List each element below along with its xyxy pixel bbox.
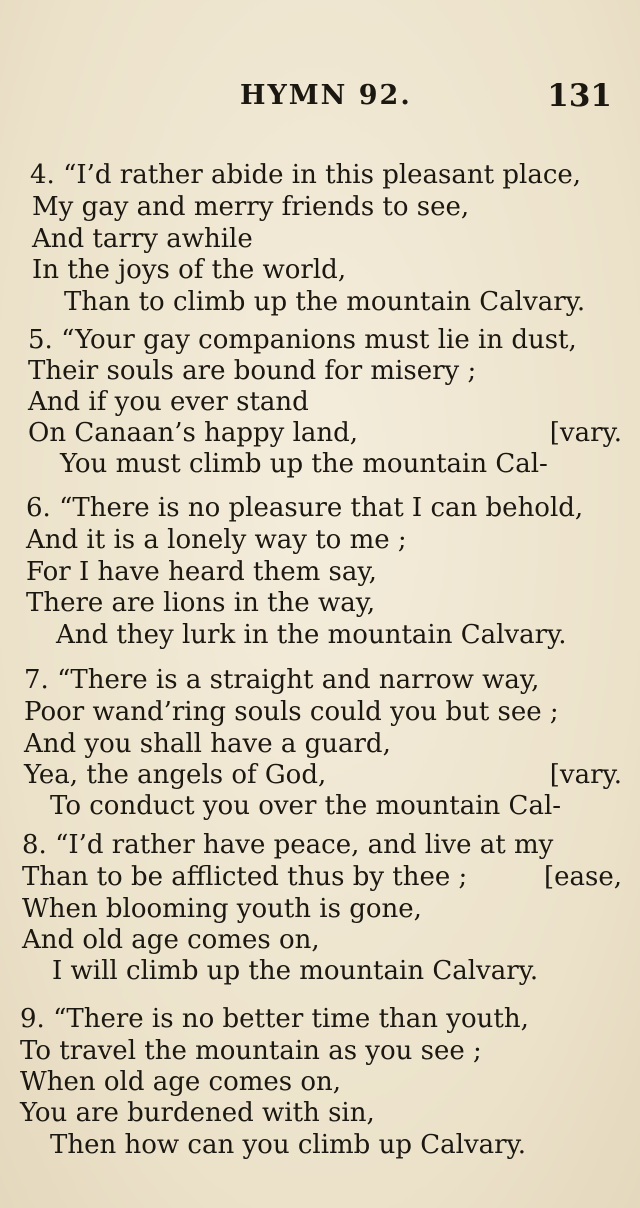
turnover-text: [ease, bbox=[543, 862, 622, 892]
stanza-line: On Canaan’s happy land, bbox=[28, 418, 359, 448]
stanza-line: 9. “There is no better time than youth, bbox=[20, 1004, 529, 1034]
stanza-line: Yea, the angels of God, bbox=[24, 760, 327, 790]
stanza-line: Then how can you climb up Calvary. bbox=[50, 1130, 527, 1160]
stanza-line: You must climb up the mountain Cal- bbox=[60, 449, 548, 479]
stanza-line: There are lions in the way, bbox=[26, 588, 376, 618]
stanza-line: For I have heard them say, bbox=[26, 557, 377, 587]
turnover-text: [vary. bbox=[549, 760, 622, 790]
stanza-line: When blooming youth is gone, bbox=[22, 894, 422, 924]
stanza-line: 7. “There is a straight and narrow way, bbox=[24, 665, 540, 695]
stanza-line: Poor wand’ring souls could you but see ; bbox=[24, 697, 559, 727]
stanza-line: And tarry awhile bbox=[32, 224, 253, 254]
stanza-line: You are burdened with sin, bbox=[20, 1098, 375, 1128]
running-header bbox=[0, 80, 640, 120]
stanza-line: Than to be afflicted thus by thee ; bbox=[22, 862, 468, 892]
page-number: 131 bbox=[547, 78, 612, 114]
stanza-line: And old age comes on, bbox=[22, 925, 320, 955]
stanza-line: To conduct you over the mountain Cal- bbox=[50, 791, 562, 821]
stanza-line: And you shall have a guard, bbox=[24, 729, 391, 759]
stanza-line: To travel the mountain as you see ; bbox=[20, 1036, 482, 1066]
stanza-line: My gay and merry friends to see, bbox=[32, 192, 470, 222]
stanza-line: In the joys of the world, bbox=[32, 255, 347, 285]
stanza-line: And if you ever stand bbox=[28, 387, 309, 417]
turnover-text: [vary. bbox=[549, 418, 622, 448]
stanza-line: 6. “There is no pleasure that I can behold, bbox=[26, 493, 584, 523]
stanza-line: When old age comes on, bbox=[20, 1067, 342, 1097]
stanza-line: Their souls are bound for misery ; bbox=[28, 356, 477, 386]
stanza-line: 5. “Your gay companions must lie in dust, bbox=[28, 325, 577, 355]
stanza-line: I will climb up the mountain Calvary. bbox=[52, 956, 539, 986]
stanza-line: And they lurk in the mountain Calvary. bbox=[56, 620, 567, 650]
hymn-title: HYMN 92. bbox=[240, 80, 412, 111]
stanza-line: 4. “I’d rather abide in this pleasant place, bbox=[30, 160, 582, 190]
stanza-line: 8. “I’d rather have peace, and live at my bbox=[22, 830, 554, 860]
stanza-line: And it is a lonely way to me ; bbox=[26, 525, 407, 555]
stanza-line: Than to climb up the mountain Calvary. bbox=[64, 287, 586, 317]
